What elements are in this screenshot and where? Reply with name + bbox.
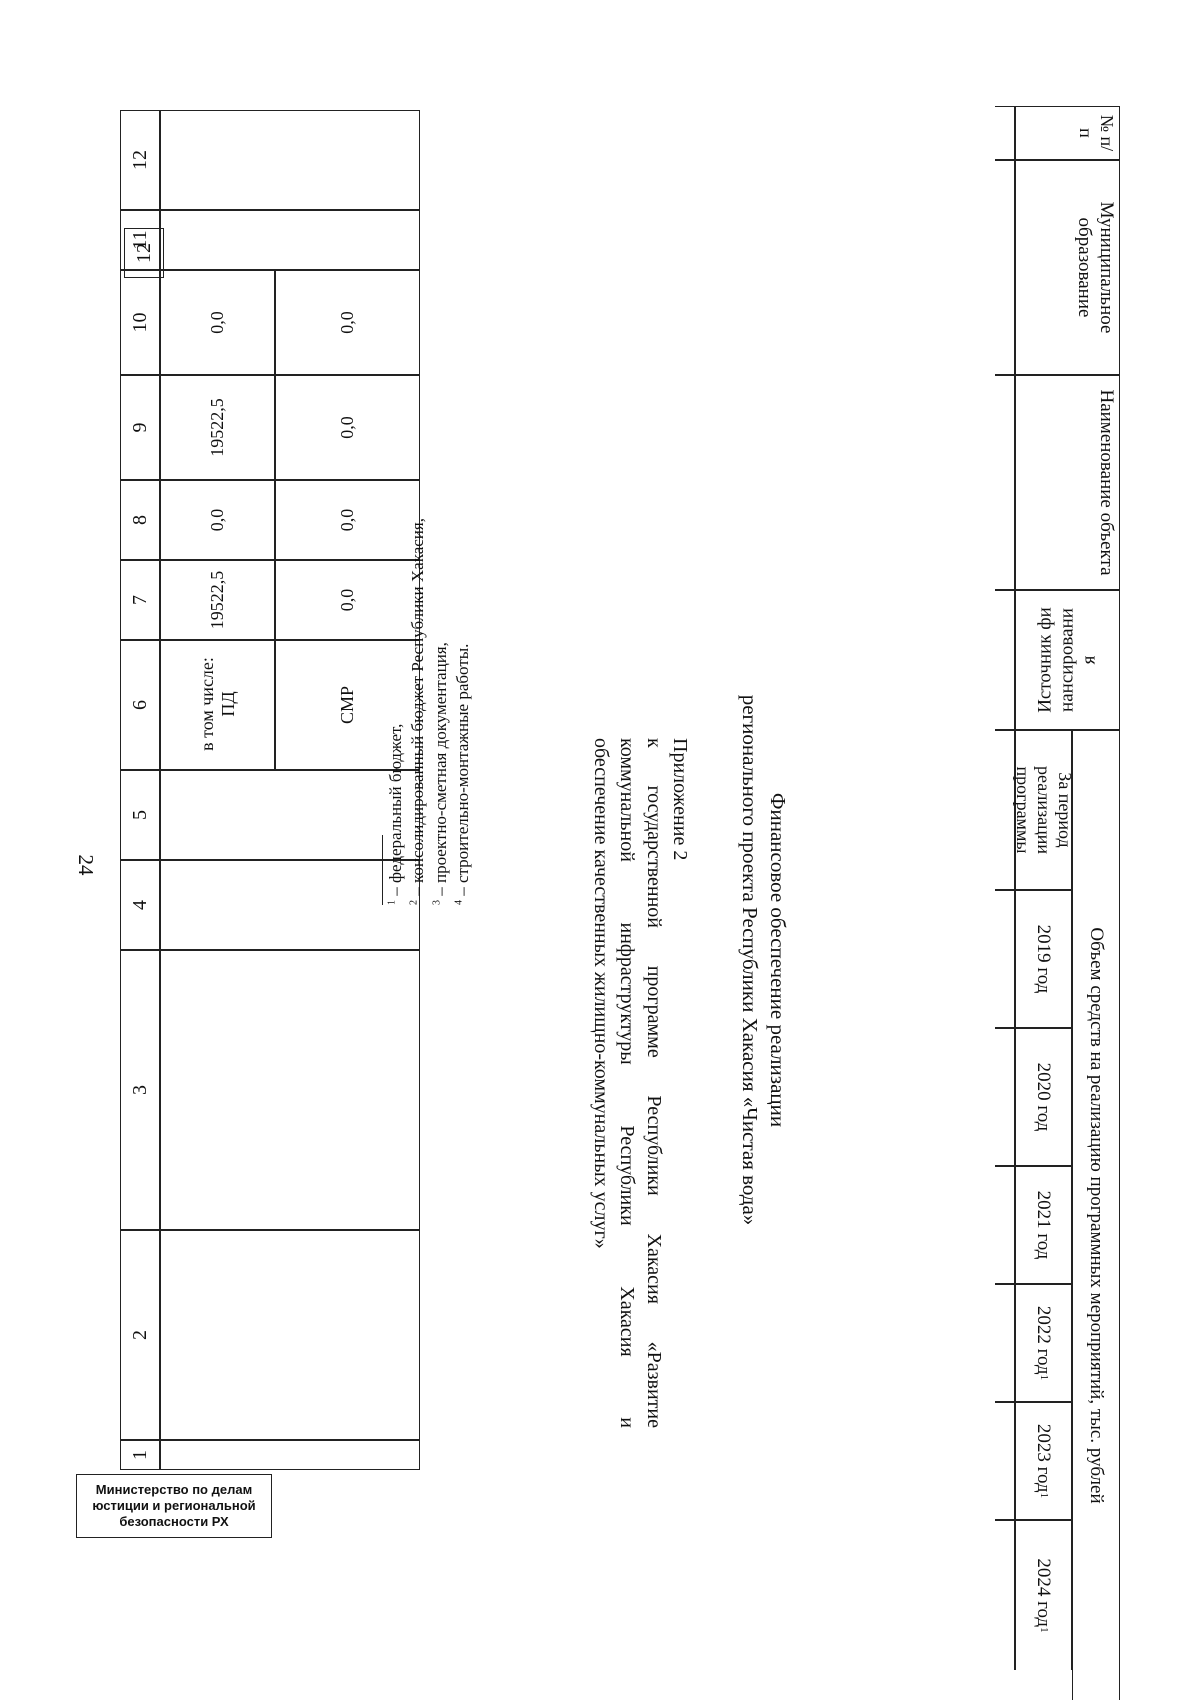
body-2024 [995,1520,1015,1670]
page-number: 24 [74,854,98,876]
appendix-line-2: к государственной программе Республики Хакасия «Развитие [642,738,665,1428]
body-2020 [995,1028,1015,1166]
footnote-2: $^2$ – консолидированный бюджет Республики Хакасия, [408,518,428,905]
row2-col7: 0,0 [337,588,358,612]
body-object [995,375,1015,590]
appendix-heading: Приложение 2 [669,738,691,861]
col-num-12: 12 [132,243,155,263]
header-2019: 2019 год [1015,890,1072,1028]
stamp-line-2: юстиции и региональной [92,1497,256,1513]
header-2022-fnref: 1 [1037,1374,1050,1381]
col-num-2: 2 [128,1330,151,1340]
header-source-cell [1015,590,1120,730]
row1-col6: в том числе: ПД [196,657,238,751]
body-num [995,106,1015,160]
header-2024: 2024 год [1033,1558,1055,1628]
header-source: Источник финансирования [1034,607,1100,713]
header-num: № п/п [1015,106,1120,160]
body-2023 [995,1402,1015,1520]
col-num-3: 3 [128,1085,151,1095]
appendix-line-4: обеспечение качественных жилищно-коммунальных услуг» [589,738,612,1249]
row1-col8: 0,0 [207,508,228,532]
row1-col7: 19522,5 [207,570,228,630]
header-2022: 2022 год [1033,1305,1055,1375]
header-2022-cell [1015,1284,1072,1402]
row1-col10: 0,0 [207,311,228,334]
body-2022 [995,1284,1015,1402]
row2-col9: 0,0 [337,416,358,439]
ministry-stamp [76,1474,272,1538]
header-period: За период реализации программы [1015,730,1072,890]
body-source [995,590,1015,730]
col-num-1: 1 [128,1450,151,1460]
footnote-4: $^4$ – строительно-монтажные работы. [453,643,473,905]
header-2024-cell [1015,1520,1072,1670]
row1-col9: 19522,5 [207,398,228,457]
title-line-2: регионального проекта Республики Хакасия «Чистая вода» [737,694,762,1226]
title-line-1: Финансовое обеспечение реализации [766,792,790,1128]
body-2019 [995,890,1015,1028]
footnote-1: $^1$ – федеральный бюджет, [386,723,405,905]
appendix-line-3: коммунальной инфраструктуры Республики Хакасия и [616,738,639,1428]
stamp-line-1: Министерство по делам [95,1481,253,1497]
col-num-12b: 12 [128,150,151,170]
row2-col8: 0,0 [337,508,358,532]
header-2023-fnref: 1 [1037,1492,1050,1499]
body-municipality [995,160,1015,375]
header-municipality: Муниципальное образование [1015,160,1120,375]
col-num-9: 9 [128,422,151,433]
row2-col10: 0,0 [337,311,358,334]
col-num-11: 11 [128,230,151,250]
header-2023: 2023 год [1033,1423,1055,1493]
header-2020: 2020 год [1015,1028,1072,1166]
col-num-6: 6 [128,700,151,710]
col-num-4: 4 [128,900,151,910]
col-num-10: 10 [128,312,151,333]
stamp-line-3: безопасности РХ [119,1514,229,1530]
header-volume: Объем средств на реализацию программных мероприятий, тыс. рублей [1072,730,1120,1700]
col-num-5: 5 [128,810,151,820]
header-object: Наименование объекта [1015,375,1120,590]
header-2023-cell [1015,1402,1072,1520]
footnote-3: $^3$ – проектно-сметная документация, [430,642,450,905]
col-num-7: 7 [128,595,151,605]
body-period [995,730,1015,890]
body-2021 [995,1166,1015,1284]
header-2021: 2021 год [1015,1166,1072,1284]
row2-col6: СМР [337,685,358,725]
header-2024-fnref: 1 [1037,1627,1050,1633]
col-num-8: 8 [128,515,151,525]
